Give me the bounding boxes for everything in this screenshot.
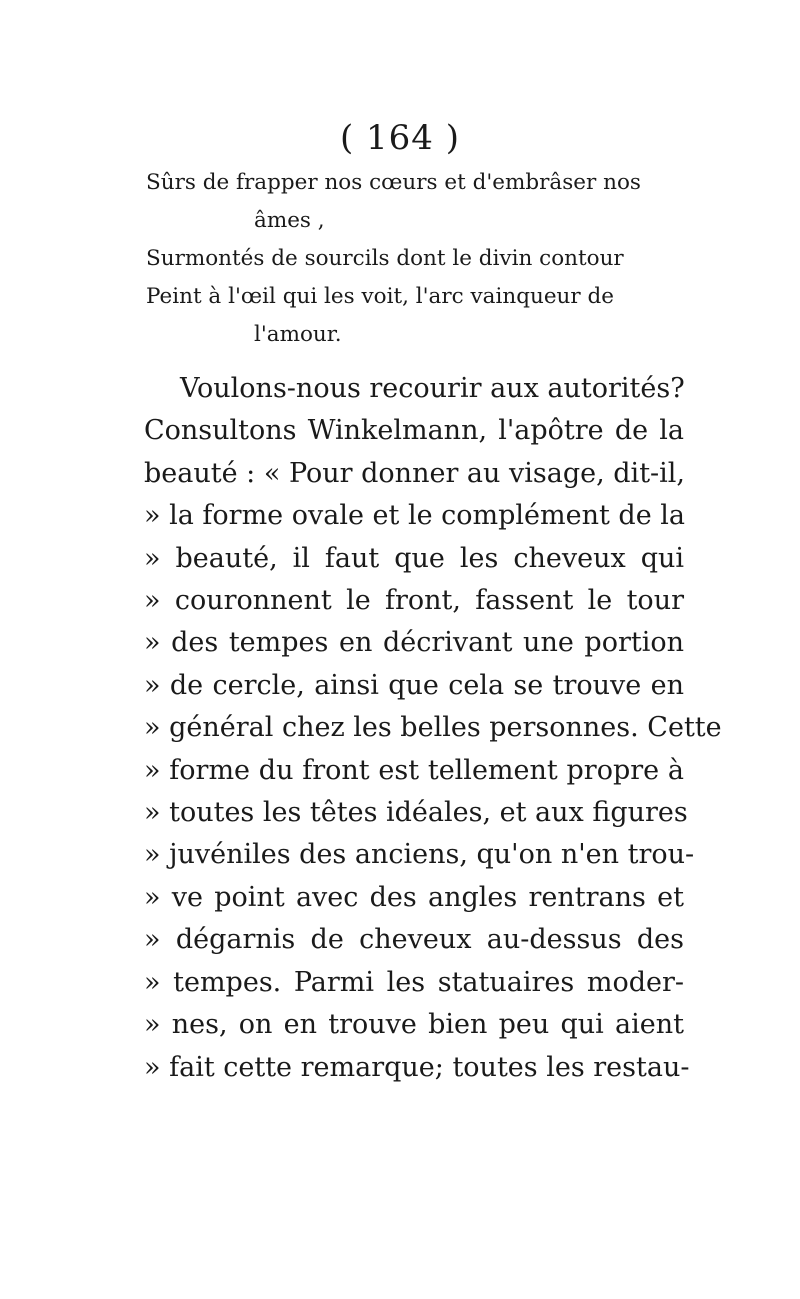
page-number: ( 164 ) — [339, 118, 461, 158]
prose-line: » de cercle, ainsi que cela se trouve en — [144, 669, 684, 701]
prose-line: » couronnent le front, fassent le tour — [144, 585, 684, 617]
prose-paragraph — [144, 368, 722, 1089]
prose-line: » fait cette remarque; toutes les restau- — [144, 1051, 690, 1083]
prose-line: Consultons Winkelmann, l'apôtre de la — [144, 415, 684, 447]
prose-line: » des tempes en décrivant une portion — [144, 627, 684, 659]
prose-line: » forme du front est tellement propre à — [144, 754, 684, 786]
prose-line: beauté : « Pour donner au visage, dit-il, — [144, 457, 686, 489]
verse-line: l'amour. — [254, 322, 342, 347]
prose-line: » juvéniles des anciens, qu'on n'en trou- — [144, 839, 695, 871]
prose-line: » la forme ovale et le complément de la — [144, 500, 686, 532]
verse-block — [146, 164, 686, 354]
prose-line: » général chez les belles personnes. Cette — [144, 712, 722, 744]
prose-line: Voulons-nous recourir aux autorités? — [180, 373, 685, 404]
verse-line: âmes , — [254, 208, 325, 233]
prose-line: » nes, on en trouve bien peu qui aient — [144, 1009, 684, 1041]
verse-line: Peint à l'œil qui les voit, l'arc vainqueur de — [146, 284, 614, 309]
prose-line: » tempes. Parmi les statuaires moder- — [144, 966, 684, 998]
verse-line: Surmontés de sourcils dont le divin contour — [146, 246, 624, 271]
verse-line: Sûrs de frapper nos cœurs et d'embrâser nos — [146, 170, 641, 195]
prose-line: » ve point avec des angles rentrans et — [144, 881, 684, 913]
prose-line: » toutes les têtes idéales, et aux figures — [144, 797, 688, 829]
prose-line: » dégarnis de cheveux au-dessus des — [144, 924, 684, 956]
prose-line: » beauté, il faut que les cheveux qui — [144, 542, 684, 574]
